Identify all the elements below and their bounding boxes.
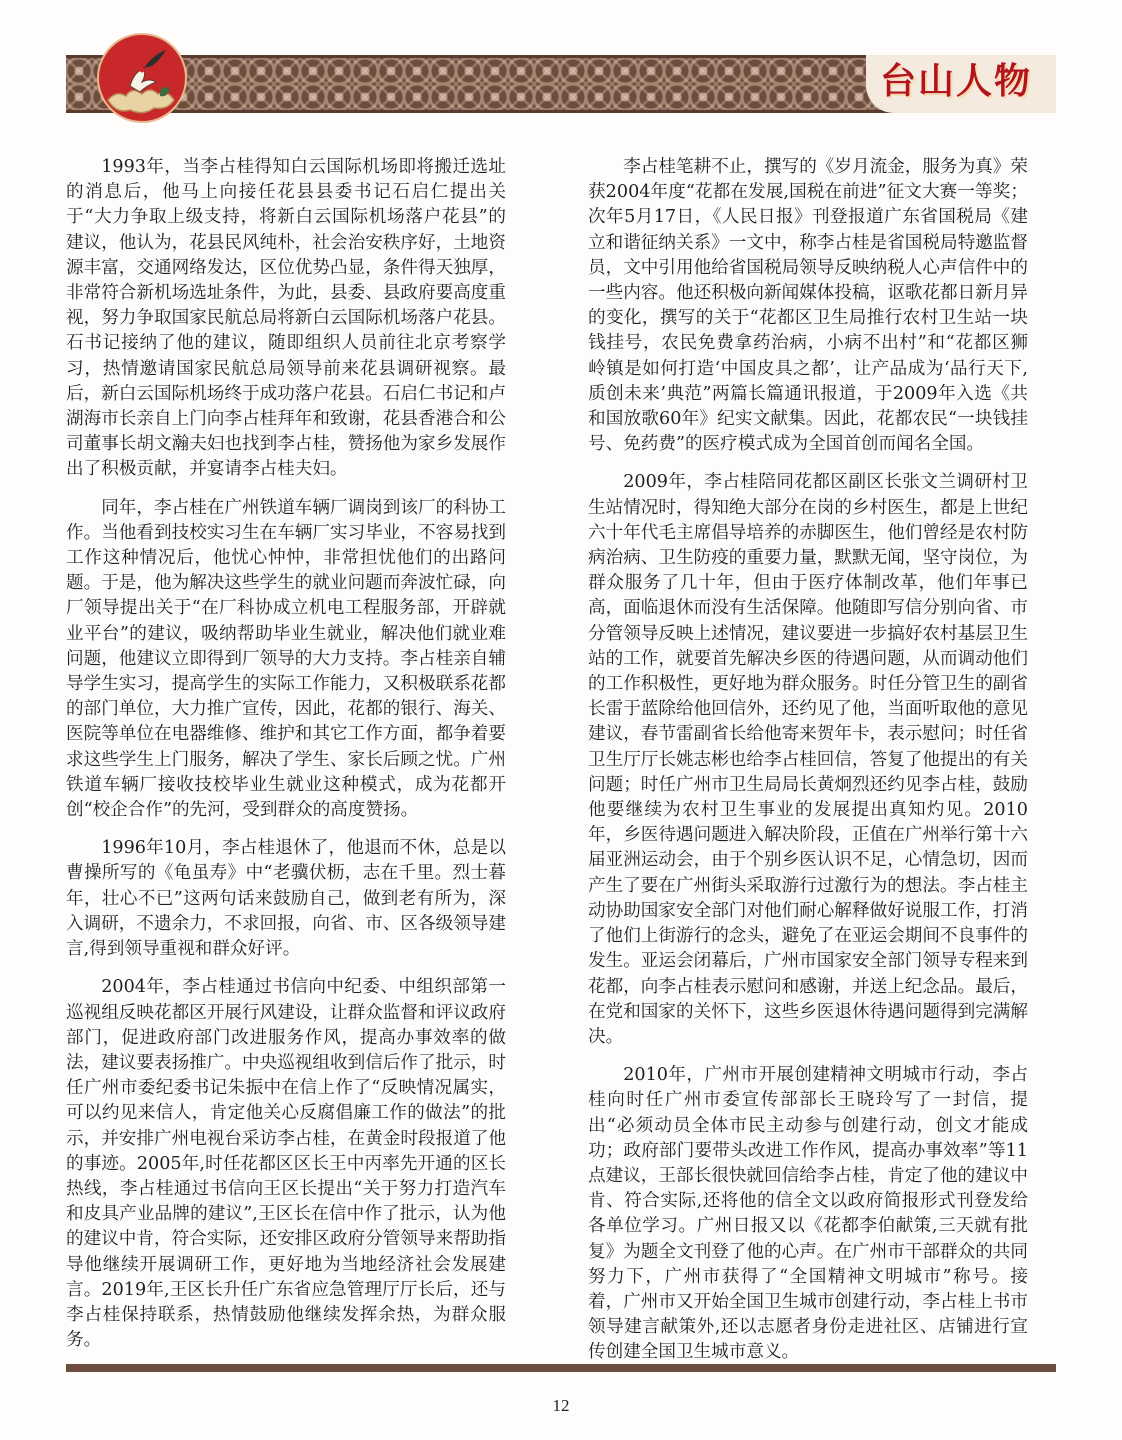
paragraph: 1993年，当李占桂得知白云国际机场即将搬迁选址的消息后，他马上向接任花县县委书记石启仁提出关于“大力争取上级支持，将新白云国际机场落户花县”的建议，他认为，花县民风纯朴，社会治安秩序好，土地资源丰富，交通网络发达，区位优势凸显，条件得天独厚，非常符合新机场选址条件，为此，县委、县政府要高度重视，努力争取国家民航总局将新白云国际机场落户花县。石书记接纳了他的建议，随即组织人员前往北京考察学习，热情邀请国家民航总局领导前来花县调研视察。最后，新白云国际机场终于成功落户花县。石启仁书记和卢湖海市长亲自上门向李占桂拜年和致谢，花县香港合和公司董事长胡文瀚夫妇也找到李占桂，赞扬他为家乡发展作出了积极贡献，并宴请李占桂夫妇。 — [66, 157, 506, 480]
paragraph: 2010年，广州市开展创建精神文明城市行动，李占桂向时任广州市委宣传部部长王晓玲写了一封信，提出“必须动员全体市民主动参与创建行动，创文才能成功；政府部门要带头改进工作作风，提高办事效率”等11点建议，王部长很快就回信给李占桂，肯定了他的建议中肯、符合实际,还将他的信全文以政府简报形式刊登发给各单位学习。广州日报又以《花都李伯献策,三天就有批复》为题全文刊登了他的心声。在广州市干部群众的共同努力下，广州市获得了“全国精神文明城市”称号。接着，广州市又开始全国卫生城市创建行动，李占桂上书市领导建言献策外,还以志愿者身份走进社区、店铺进行宣传创建全国卫生城市意义。 — [588, 1065, 1028, 1363]
paragraph: 2009年，李占桂陪同花都区副区长张文兰调研村卫生站情况时，得知绝大部分在岗的乡村医生，都是上世纪六十年代毛主席倡导培养的赤脚医生，他们曾经是农村防病治病、卫生防疫的重要力量，默默无闻，坚守岗位，为群众服务了几十年，但由于医疗体制改革，他们年事已高，面临退休而没有生活保障。他随即写信分别向省、市分管领导反映上述情况，建议要进一步搞好农村基层卫生站的工作，就要首先解决乡医的待遇问题，从而调动他们的工作积极性，更好地为群众服务。时任分管卫生的副省长雷于蓝除给他回信外，还约见了他，当面听取他的意见建议，春节雷副省长给他寄来贺年卡，表示慰问；时任省卫生厅厅长姚志彬也给李占桂回信，答复了他提出的有关问题；时任广州市卫生局局长黄炯烈还约见李占桂，鼓励他要继续为农村卫生事业的发展提出真知灼见。2010年，乡医待遇问题进入解决阶段，正值在广州举行第十六届亚洲运动会，由于个别乡医认识不足，心情急切，因而产生了要在广州街头采取游行过激行为的想法。李占桂主动协助国家安全部门对他们耐心解释做好说服工作，打消了他们上街游行的念头，避免了在亚运会期间不良事件的发生。亚运会闭幕后，广州市国家安全部门领导专程来到花都，向李占桂表示慰问和感谢，并送上纪念品。最后，在党和国家的关怀下，这些乡医退休待遇问题得到完满解决。 — [588, 472, 1028, 1047]
paragraph: 2004年，李占桂通过书信向中纪委、中组织部第一巡视组反映花都区开展行风建设，让群众监督和评议政府部门，促进政府部门改进服务作风，提高办事效率的做法，建议要表扬推广。中央巡视组收到信后作了批示，时任广州市委纪委书记朱振中在信上作了“反映情况属实，可以约见来信人，肯定他关心反腐倡廉工作的做法”的批示，并安排广州电视台采访李占桂，在黄金时段报道了他的事迹。2005年,时任花都区区长王中丙率先开通的区长热线，李占桂通过书信向王区长提出“关于努力打造汽车和皮具产业品牌的建议”,王区长在信中作了批示，认为他的建议中肯，符合实际，还安排区政府分管领导来帮助指导他继续开展调研工作，更好地为当地经济社会发展建言。2019年,王区长升任广东省应急管理厅厅长后，还与李占桂保持联系，热情鼓励他继续发挥余热，为群众服务。 — [66, 977, 506, 1351]
paragraph: 1996年10月，李占桂退休了，他退而不休，总是以曹操所写的《龟虽寿》中“老骥伏枥，志在千里。烈士暮年，壮心不已”这两句话来鼓励自己，做到老有所为，深入调研，不遗余力，不求回报，向省、市、区各级领导建言,得到领导重视和群众好评。 — [66, 838, 506, 960]
page-title: 台山人物 — [879, 61, 1032, 102]
title-box — [866, 55, 1056, 113]
page-number: 12 — [552, 1396, 570, 1415]
paragraph: 李占桂笔耕不止，撰写的《岁月流金，服务为真》荣获2004年度“花都在发展,国税在前进”征文大赛一等奖；次年5月17日，《人民日报》刊登报道广东省国税局《建立和谐征纳关系》一文中，称李占桂是省国税局特邀监督员，文中引用他给省国税局领导反映纳税人心声信件中的一些内容。他还积极向新闻媒体投稿，讴歌花都日新月异的变化，撰写的关于“花都区卫生局推行农村卫生站一块钱挂号，农民免费拿药治病，小病不出村”和“花都区狮岭镇是如何打造‘中国皮具之都’，让产品成为‘品行天下,质创未来’典范”两篇长篇通讯报道，于2009年入选《共和国放歌60年》纪实文献集。因此，花都农民“一块钱挂号、免药费”的医疗模式成为全国首创而闻名全国。 — [588, 157, 1028, 455]
page-header — [0, 0, 1122, 150]
right-column — [588, 155, 1028, 1379]
footer-rule — [66, 1364, 1056, 1372]
paragraph: 同年，李占桂在广州铁道车辆厂调岗到该厂的科协工作。当他看到技校实习生在车辆厂实习毕业，不容易找到工作这种情况后，他忧心忡忡，非常担忧他们的出路问题。于是，他为解决这些学生的就业问题而奔波忙碌，向厂领导提出关于“在厂科协成立机电工程服务部，开辟就业平台”的建议，吸纳帮助毕业生就业，解决他们就业难问题，他建议立即得到厂领导的大力支持。李占桂亲自辅导学生实习，提高学生的实际工作能力，又积极联系花都的部门单位，大力推广宣传，因此，花都的银行、海关、医院等单位在电器维修、维护和其它工作方面，都争着要求这些学生上门服务，解决了学生、家长后顾之忧。广州铁道车辆厂接收技校毕业生就业这种模式，成为花都开创“校企合作”的先河，受到群众的高度赞扬。 — [66, 497, 506, 821]
left-column — [66, 155, 506, 1366]
crane-cloud-emblem-icon — [94, 30, 190, 126]
